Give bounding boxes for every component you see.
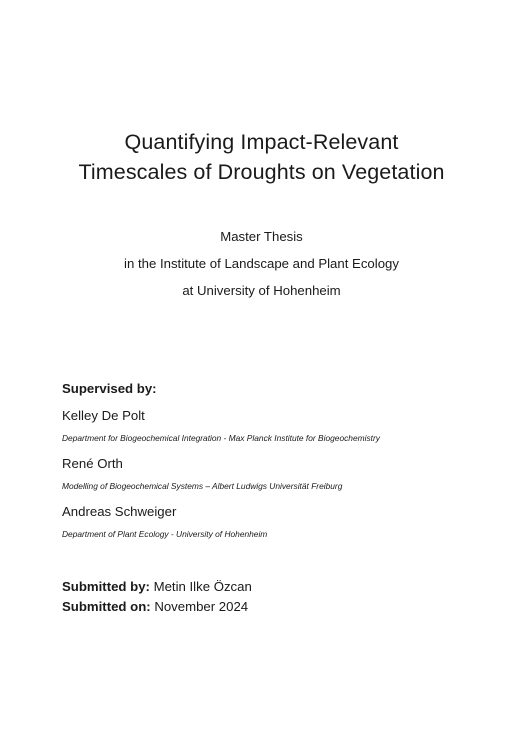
thesis-university: at University of Hohenheim (182, 283, 341, 298)
supervisor-affiliation: Department for Biogeochemical Integration - Max Planck Institute for Biogeochemistry (62, 433, 380, 443)
thesis-title (0, 127, 523, 187)
submitted-by-value: Metin Ilke Özcan (153, 579, 252, 594)
thesis-institute: in the Institute of Landscape and Plant Ecology (124, 256, 399, 271)
supervisor-entry (62, 406, 502, 445)
submitted-on-label: Submitted on: (62, 599, 155, 614)
submitted-on-value: November 2024 (154, 599, 249, 614)
supervisor-name: Kelley De Polt (62, 408, 145, 423)
submitted-by-label: Submitted by: (62, 579, 154, 594)
submission-section (62, 577, 502, 617)
supervisor-name: René Orth (62, 456, 123, 471)
supervisor-name: Andreas Schweiger (62, 504, 177, 519)
supervisor-entry (62, 502, 502, 541)
supervisor-affiliation: Modelling of Biogeochemical Systems – Albert Ludwigs Universität Freiburg (62, 481, 343, 491)
thesis-info (0, 223, 523, 304)
thesis-type: Master Thesis (220, 229, 303, 244)
submitted-on (62, 597, 502, 617)
supervisor-entry (62, 454, 502, 493)
supervisors-heading: Supervised by: (62, 381, 157, 396)
supervisors-section (62, 379, 502, 550)
thesis-title-line-1: Quantifying Impact-Relevant (124, 130, 399, 154)
submitted-by (62, 577, 502, 597)
thesis-title-line-2: Timescales of Droughts on Vegetation (78, 160, 445, 184)
supervisor-affiliation: Department of Plant Ecology - University of Hohenheim (62, 529, 268, 539)
